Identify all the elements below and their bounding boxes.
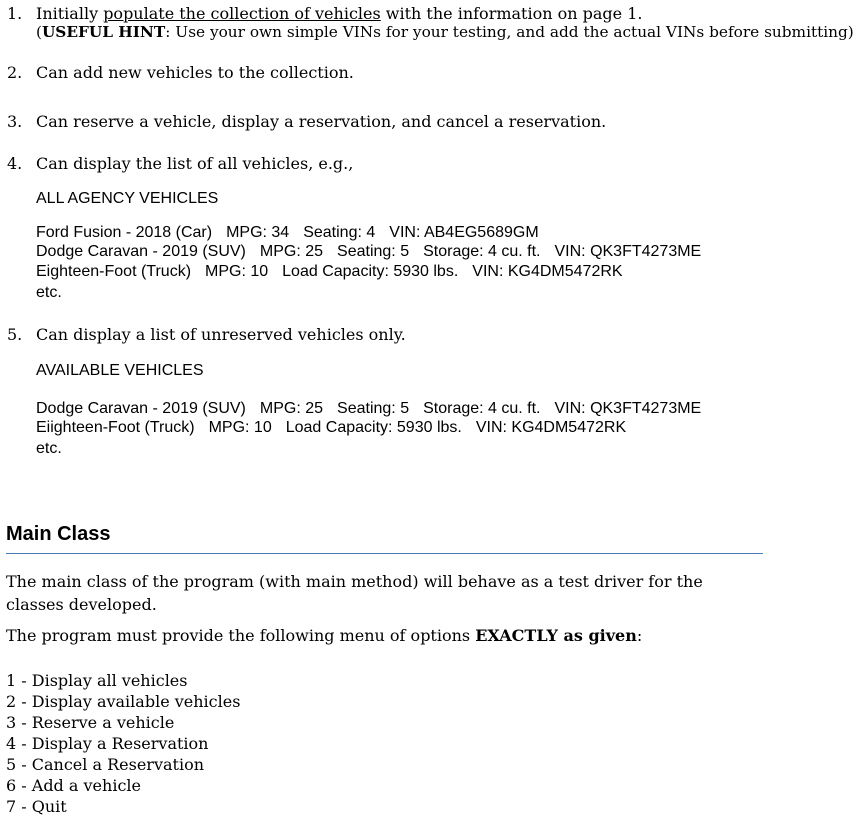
item-1-underlined: populate the collection of vehicles bbox=[103, 4, 381, 23]
vehicle-vin: VIN: KG4DM5472RK bbox=[475, 419, 627, 436]
item-1-number: 1. bbox=[7, 4, 23, 23]
menu-option: 7 - Quit bbox=[6, 797, 67, 816]
menu-option: 5 - Cancel a Reservation bbox=[6, 755, 205, 774]
vehicle-desc: Dodge Caravan - 2019 (SUV) bbox=[36, 400, 246, 417]
menu-option: 6 - Add a vehicle bbox=[6, 776, 141, 795]
vehicle-line bbox=[36, 243, 701, 261]
available-vehicles-title: AVAILABLE VEHICLES bbox=[36, 362, 204, 379]
hint-label: USEFUL HINT bbox=[41, 23, 166, 41]
item-4-text: Can display the list of all vehicles, e.g., bbox=[36, 154, 354, 173]
vehicle-vin: VIN: QK3FT4273ME bbox=[554, 400, 702, 417]
vehicle-line bbox=[36, 263, 623, 281]
vehicle-line bbox=[36, 419, 626, 437]
menu-option: 3 - Reserve a vehicle bbox=[6, 713, 175, 732]
section-paragraph-2 bbox=[6, 626, 642, 645]
vehicle-mpg: MPG: 10 bbox=[205, 263, 269, 280]
vehicle-vin: VIN: AB4EG5689GM bbox=[389, 224, 539, 241]
vehicle-mpg: MPG: 25 bbox=[259, 400, 324, 417]
item-4-number: 4. bbox=[7, 154, 23, 173]
list-etc: etc. bbox=[36, 284, 62, 301]
all-vehicles-title: ALL AGENCY VEHICLES bbox=[36, 190, 219, 207]
vehicle-storage: Storage: 4 cu. ft. bbox=[423, 400, 541, 417]
vehicle-mpg: MPG: 34 bbox=[226, 224, 290, 241]
vehicle-vin: VIN: KG4DM5472RK bbox=[472, 263, 623, 280]
vehicle-mpg: MPG: 10 bbox=[208, 419, 272, 436]
vehicle-seating: Seating: 5 bbox=[337, 243, 410, 260]
vehicle-desc: Eighteen-Foot (Truck) bbox=[36, 263, 192, 280]
vehicle-load: Load Capacity: 5930 lbs. bbox=[285, 419, 462, 436]
item-3-text: Can reserve a vehicle, display a reservation, and cancel a reservation. bbox=[36, 112, 607, 131]
item-3-number: 3. bbox=[7, 112, 23, 131]
para2-text: The program must provide the following menu of options bbox=[6, 626, 476, 645]
item-2-text: Can add new vehicles to the collection. bbox=[36, 63, 354, 82]
item-5-text: Can display a list of unreserved vehicles only. bbox=[36, 325, 406, 344]
section-divider bbox=[6, 553, 763, 554]
menu-option: 4 - Display a Reservation bbox=[6, 734, 209, 753]
list-etc: etc. bbox=[36, 440, 62, 457]
item-5-number: 5. bbox=[7, 325, 23, 344]
vehicle-load: Load Capacity: 5930 lbs. bbox=[282, 263, 459, 280]
vehicle-line bbox=[36, 400, 701, 418]
item-1-pre: Initially bbox=[36, 4, 104, 23]
para2-colon: : bbox=[636, 626, 643, 645]
vehicle-desc: Eiighteen-Foot (Truck) bbox=[36, 419, 195, 436]
hint-open: ( bbox=[36, 23, 42, 41]
vehicle-desc: Ford Fusion - 2018 (Car) bbox=[36, 224, 213, 241]
item-1-text bbox=[36, 4, 642, 23]
menu-list bbox=[6, 670, 240, 817]
item-2-number: 2. bbox=[7, 63, 23, 82]
vehicle-line bbox=[36, 224, 539, 242]
hint-text: : Use your own simple VINs for your testing, and add the actual VINs before submitting) bbox=[165, 23, 854, 41]
menu-option: 2 - Display available vehicles bbox=[6, 692, 241, 711]
section-heading: Main Class bbox=[6, 523, 111, 545]
vehicle-seating: Seating: 5 bbox=[337, 400, 410, 417]
vehicle-vin: VIN: QK3FT4273ME bbox=[554, 243, 702, 260]
section-paragraph-1: The main class of the program (with main method) will behave as a test driver for the classes developed. bbox=[6, 572, 703, 614]
menu-option: 1 - Display all vehicles bbox=[6, 671, 188, 690]
vehicle-seating: Seating: 4 bbox=[303, 224, 376, 241]
vehicle-storage: Storage: 4 cu. ft. bbox=[423, 243, 541, 260]
para2-bold: EXACTLY as given bbox=[475, 626, 637, 645]
vehicle-mpg: MPG: 25 bbox=[259, 243, 324, 260]
item-1-hint bbox=[36, 23, 854, 41]
vehicle-desc: Dodge Caravan - 2019 (SUV) bbox=[36, 243, 246, 260]
item-1-post: with the information on page 1. bbox=[380, 4, 643, 23]
